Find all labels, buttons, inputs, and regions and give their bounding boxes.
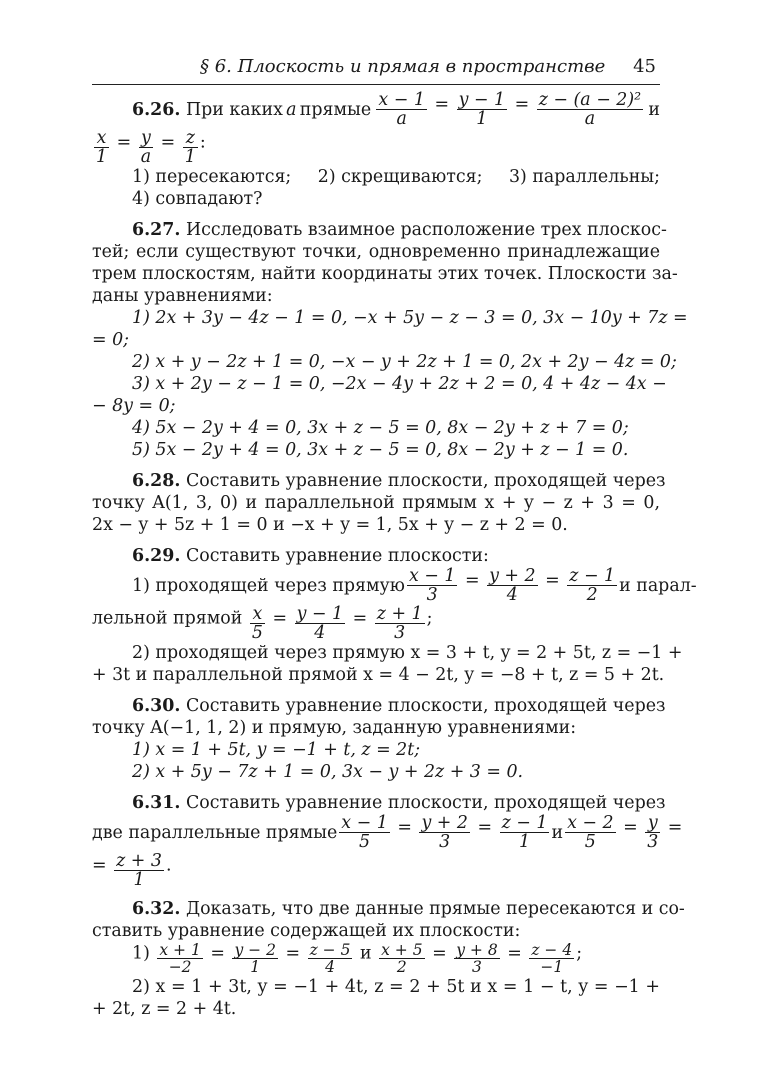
problem-number: 6.31. [132,793,181,814]
fraction: $\frac{x}{5}$ [251,603,263,643]
problem-number: 6.32. [132,899,181,920]
fraction: $\frac{y}{3}$ [647,813,659,853]
fraction: $\frac{z + 1}{3}$ [376,603,423,643]
problem-number: 6.26. [132,99,181,120]
fraction: $\frac{z - 1}{2}$ [569,566,616,606]
options-line: 1) пересекаются; 2) скрещиваются; 3) параллельны; [132,167,660,188]
running-header [92,56,660,85]
fraction: $\frac{z - 4}{-1}$ [531,941,573,977]
fraction: $\frac{z - 5}{4}$ [309,941,351,977]
problem-6-26-line-2: $\frac{x}{1}$ = $\frac{y}{a}$ = $\frac{z}{1}$ : [96,127,206,167]
problem-6-28: 6.28. Составить уравнение плоскости, проходящей через точку A(1, 3, 0) и параллельной прямым x + y − z + 3 = 0, 2x − y + 5z + 1 = 0 и −x + y = 1, 5x + y − z + 2 = 0. [92,471,666,536]
fraction: $\frac{y - 2}{1}$ [234,941,276,977]
problem-6-26-line-1: 6.26. При каких a прямые $\frac{x - 1}{a}$ = $\frac{y - 1}{1}$ = $\frac{\text{z − (a − 2)²}}{a}$ и [132,90,660,130]
problem-number: 6.27. [132,220,181,241]
problem-6-29: 6.29. Составить уравнение плоскости: 1) проходящей через прямую $\frac{x - 1}{3}$ = $\frac{y + 2}{4}$ = $\frac{z - 1}{2}$ и парал- лельной прямой $\frac{x}{5}$ = $\frac{y - 1}{4}$ = $\frac{z + 1}{3}$ ; 2) проходящей через прямую x = 3 + t, y = 2 + 5t, z = −1 + + 3t и параллельной прямой x = 4 − 2t, y = −8 + t, z = 5 + 2t. [92,546,697,686]
problem-6-30: 6.30. Составить уравнение плоскости, проходящей через точку A(−1, 1, 2) и прямую, заданную уравнениями: 1) x = 1 + 5t, y = −1 + t, z = 2t; 2) x + 5y − 7z + 1 = 0, 3x − y + 2z + 3 = 0. [92,696,666,783]
fraction: $\frac{y + 8}{3}$ [456,941,498,977]
fraction: $\frac{x - 2}{5}$ [567,813,614,853]
page [92,56,697,1020]
option-4: 4) совпадают? [132,189,263,210]
fraction: $\frac{x - 1}{a}$ [378,90,425,130]
fraction: $\frac{x + 1}{-2}$ [159,941,201,977]
fraction: $\frac{y - 1}{1}$ [458,90,506,130]
fraction: $\frac{x}{1}$ [96,127,108,167]
header-title: § 6. Плоскость и прямая в пространстве [200,56,606,77]
fraction: $\frac{y + 2}{3}$ [421,813,468,853]
fraction: $\frac{x + 5}{2}$ [381,941,423,977]
fraction: $\frac{x - 1}{5}$ [341,813,388,853]
problem-6-27: 6.27. Исследовать взаимное расположение трех плоскос- тей; если существуют точки, одновременно принадлежащие трем плоскостям, найти координаты этих точек. Плоскости за- даны уравнениями: 1) 2x + 3y − 4z − 1 = 0, −x + 5y − z − 3 = 0, 3x − 10y + 7z = = 0; 2) x + y − 2z + 1 = 0, −x − y + 2z + 1 = 0, 2x + 2y − 4z = 0; 3) x + 2y − z − 1 = 0, −2x − 4y + 2z + 2 = 0, 4 + 4z − 4x − − 8y = 0; 4) 5x − 2y + 4 = 0, 3x + z − 5 = 0, 8x − 2y + z + 7 = 0; 5) 5x − 2y + 4 = 0, 3x + z − 5 = 0, 8x − 2y + z − 1 = 0. [92,220,688,461]
fraction: $\frac{y - 1}{4}$ [296,603,344,643]
problem-number: 6.30. [132,696,181,717]
page-number: 45 [633,56,656,77]
problem-6-26 [92,91,660,210]
problem-number: 6.29. [132,546,181,567]
problem-6-32: 6.32. Доказать, что две данные прямые пересекаются и со- ставить уравнение содержащей их плоскости: 1) $\frac{x + 1}{-2}$ = $\frac{y - 2}{1}$ = $\frac{z - 5}{4}$ и $\frac{x + 5}{2}$ = $\frac{y + 8}{3}$ = $\frac{z - 4}{-1}$ ; 2) x = 1 + 3t, y = −1 + 4t, z = 2 + 5t и x = 1 − t, y = −1 + + 2t, z = 2 + 4t. [92,899,685,1019]
fraction: $\frac{y}{a}$ [140,127,152,167]
fraction: $\frac{x - 1}{3}$ [408,566,456,606]
problem-6-31: 6.31. Составить уравнение плоскости, проходящей через две параллельные прямые $\frac{x - 1}{5}$ = $\frac{y + 2}{3}$ = $\frac{z - 1}{1}$ и $\frac{x - 2}{5}$ = $\frac{y}{3}$ = = $\frac{z + 3}{1}$ . [92,793,683,890]
fraction: $\frac{z + 3}{1}$ [116,850,162,890]
fraction: $\frac{z}{1}$ [184,127,196,167]
fraction: $\frac{\text{z − (a − 2)²}}{a}$ [538,90,642,130]
fraction: $\frac{z - 1}{1}$ [501,813,548,853]
problem-number: 6.28. [132,471,181,492]
fraction: $\frac{y + 2}{4}$ [489,566,536,606]
